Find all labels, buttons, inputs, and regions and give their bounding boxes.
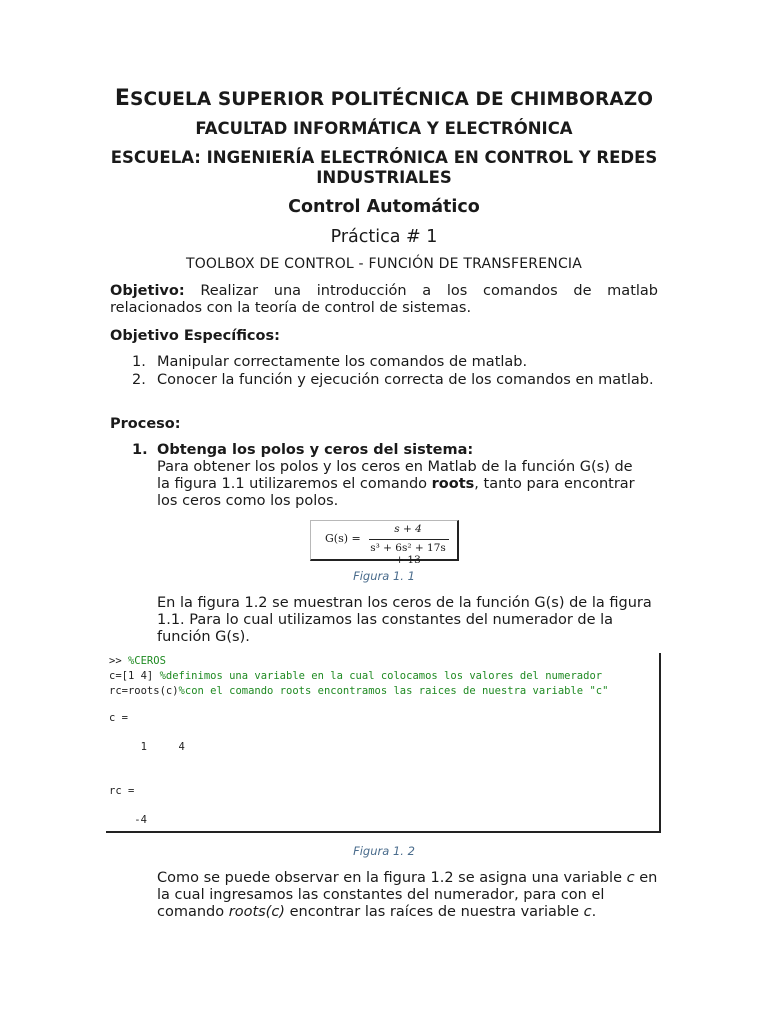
subject-title: Control Automático [288, 197, 480, 217]
code-output: 1 4 [109, 741, 185, 753]
step-title: Obtenga los polos y ceros del sistema: [157, 442, 474, 458]
code-line: rc=roots(c)%con el comando roots encontramos las raices de nuestra variable "c" [109, 685, 609, 697]
list-item: Conocer la función y ejecución correcta de los comandos en matlab. [157, 372, 654, 388]
escuela-title: ESCUELA: INGENIERÍA ELECTRÓNICA EN CONTROL Y REDES INDUSTRIALES [110, 148, 658, 187]
figure-caption: Figura 1. 2 [353, 844, 415, 858]
list-number: 2. [132, 372, 146, 388]
formula-lhs: G(s) = [325, 532, 361, 545]
code-output: -4 [109, 814, 147, 826]
paragraph-figure-2-intro: En la figura 1.2 se muestran los ceros de la función G(s) de la figura 1.1. Para lo cual utilizamos las constantes del numerador de la función G(s). [157, 595, 652, 645]
school-title: ESCUELA SUPERIOR POLITÉCNICA DE CHIMBORAZO [114, 86, 654, 111]
formula-numerator: s + 4 [394, 523, 422, 535]
code-output: c = [109, 712, 128, 724]
code-output: rc = [109, 785, 135, 797]
fraction-bar [369, 539, 449, 540]
figure-caption: Figura 1. 1 [353, 569, 415, 583]
transfer-function-figure [310, 520, 459, 566]
code-line: c=[1 4] %definimos una variable en la cual colocamos los valores del numerador [109, 670, 603, 682]
step-text: Para obtener los polos y los ceros en Matlab de la función G(s) de la figura 1.1 utilizaremos el comando roots, tanto para encontrar los ceros como los polos. [157, 459, 635, 509]
objective-paragraph: Objetivo: Realizar una introducción a los comandos de matlab relacionados con la teoría de control de sistemas. [110, 283, 658, 316]
step-number: 1. [132, 442, 148, 458]
list-item: Manipular correctamente los comandos de matlab. [157, 354, 528, 370]
specific-objectives-heading: Objetivo Específicos: [110, 328, 280, 344]
matlab-command-window [106, 653, 661, 833]
paragraph-explanation: Como se puede observar en la figura 1.2 se asigna una variable c en la cual ingresamos las constantes del numerador, para con el comando roots(c) encontrar las raíces de nuestra variable c. [157, 870, 658, 920]
process-heading: Proceso: [110, 416, 181, 432]
formula-denominator: s³ + 6s² + 17s + 13 [370, 542, 446, 566]
topic-title: TOOLBOX DE CONTROL - FUNCIÓN DE TRANSFERENCIA [185, 256, 583, 272]
faculty-title: FACULTAD INFORMÁTICA Y ELECTRÓNICA [195, 119, 573, 138]
list-number: 1. [132, 354, 146, 370]
practice-title: Práctica # 1 [330, 227, 438, 247]
code-line: >> %CEROS [109, 655, 166, 667]
